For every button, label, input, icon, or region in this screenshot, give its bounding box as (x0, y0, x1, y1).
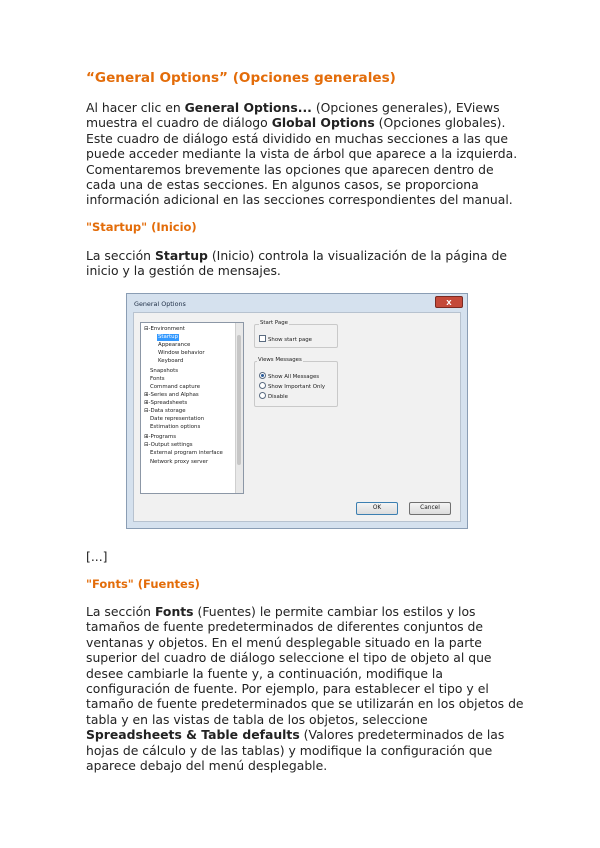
text-run: muestra el cuadro de diálogo (86, 115, 272, 131)
message-label-important: Show Important Only (268, 384, 326, 390)
text-run: ventanas y objetos. En el menú desplegable situado en la parte (86, 634, 482, 650)
tree-item-snapshots[interactable]: Snapshots (150, 368, 179, 374)
text-run: tamaño de fuente predeterminados que se utilizarán en los objetos de (86, 696, 524, 712)
paragraph-line (86, 758, 516, 773)
text-run: (Inicio) controla la visualización de la página de (207, 248, 508, 263)
dialog-body (133, 312, 461, 522)
message-radio-disable[interactable] (259, 392, 266, 399)
text-run: hojas de cálculo y de las tablas) y modifique la configuración que (86, 742, 493, 758)
text-run: aparece debajo del menú desplegable. (86, 758, 328, 774)
heading-general-options: “General Options” (Opciones generales) (86, 70, 396, 86)
messages-group-title: Views Messages (258, 357, 302, 363)
start-page-group (254, 320, 338, 348)
text-run: desee cambiarle la fuente y, a continuación, modifique la (86, 665, 443, 681)
heading-fonts: "Fonts" (Fuentes) (86, 577, 200, 591)
text-run: Al hacer clic en (86, 100, 185, 115)
text-run: Comentaremos brevemente las opciones que aparecen dentro de (86, 161, 494, 177)
text-run: (Opciones generales), EViews (311, 100, 500, 115)
paragraph-line (86, 100, 516, 115)
show-start-page-checkbox[interactable] (259, 335, 266, 342)
tree-item-programs[interactable]: ⊞-Programs (144, 434, 177, 440)
paragraph-line (86, 192, 516, 207)
start-page-group-title: Start Page (260, 320, 288, 326)
fonts-paragraph (86, 604, 524, 774)
text-run: cada una de estas secciones. En algunos casos, se proporciona (86, 177, 479, 193)
text-run: La sección (86, 248, 155, 263)
general-options-dialog (126, 293, 468, 529)
tree-item-fonts[interactable]: Fonts (150, 376, 165, 382)
bold-term: Global Options (271, 115, 375, 131)
tree-item-series-alphas[interactable]: ⊞-Series and Alphas (144, 392, 199, 398)
message-option-all[interactable] (259, 372, 319, 381)
scrollbar-thumb[interactable] (237, 335, 241, 465)
text-run: La sección (86, 604, 155, 619)
options-tree[interactable] (140, 322, 244, 494)
text-run: puede acceder mediante la vista de árbol que aparece a la izquierda. (86, 146, 518, 162)
tree-scrollbar[interactable] (235, 323, 243, 493)
paragraph-line (86, 712, 516, 727)
text-run: Este cuadro de diálogo está dividido en muchas secciones a las que (86, 130, 509, 146)
paragraph-line (86, 604, 516, 619)
text-run: (Opciones globales). (374, 115, 506, 131)
tree-item-environment[interactable]: ⊟-Environment (144, 326, 185, 332)
show-start-page-option[interactable] (259, 335, 312, 344)
paragraph-line (86, 131, 516, 146)
bold-term: Spreadsheets & Table defaults (86, 727, 300, 743)
paragraph-line (86, 696, 524, 712)
paragraph-line (86, 619, 516, 634)
tree-item-startup[interactable]: Startup (158, 334, 179, 340)
intro-paragraph (86, 100, 516, 208)
text-run: superior del cuadro de diálogo seleccione el tipo de objeto al que (86, 650, 492, 666)
paragraph-line (86, 162, 516, 177)
tree-item-estimation-options[interactable]: Estimation options (150, 424, 201, 430)
message-label-all: Show All Messages (268, 374, 320, 380)
close-button[interactable]: X (435, 296, 463, 308)
text-run: tamaños de fuente predeterminados de diferentes conjuntos de (86, 619, 484, 635)
paragraph-line (86, 743, 516, 758)
text-run: inicio y la gestión de mensajes. (86, 263, 281, 279)
startup-paragraph (86, 248, 516, 279)
bold-term: Fonts (154, 604, 194, 619)
show-start-page-label: Show start page (268, 337, 312, 343)
bold-term: General Options... (184, 100, 312, 115)
text-run: (Valores predeterminados de las (299, 727, 505, 743)
tree-item-command-capture[interactable]: Command capture (150, 384, 201, 390)
bold-term: Startup (154, 248, 208, 263)
tree-item-data-storage[interactable]: ⊟-Data storage (144, 408, 186, 414)
tree-item-date-representation[interactable]: Date representation (150, 416, 205, 422)
tree-item-window-behavior[interactable]: Window behavior (158, 350, 205, 356)
message-radio-all[interactable] (259, 372, 266, 379)
cancel-button[interactable]: Cancel (409, 502, 451, 515)
message-option-disable[interactable] (259, 392, 288, 401)
paragraph-line (86, 263, 516, 278)
message-label-disable: Disable (268, 394, 288, 400)
message-option-important[interactable] (259, 382, 325, 391)
ellipsis: [...] (86, 549, 108, 564)
paragraph-line (86, 115, 516, 130)
ok-button[interactable]: OK (356, 502, 398, 515)
tree-item-network-proxy-server[interactable]: Network proxy server (150, 459, 209, 465)
dialog-title: General Options (134, 300, 186, 308)
heading-startup: "Startup" (Inicio) (86, 220, 197, 234)
paragraph-line (86, 248, 516, 263)
paragraph-line (86, 650, 516, 665)
text-run: configuración de fuente. Por ejemplo, para establecer el tipo y el (86, 681, 489, 697)
paragraph-line (86, 177, 516, 192)
paragraph-line (86, 666, 516, 681)
tree-item-spreadsheets[interactable]: ⊞-Spreadsheets (144, 400, 188, 406)
paragraph-line (86, 727, 516, 742)
tree-item-output-settings[interactable]: ⊟-Output settings (144, 442, 193, 448)
text-run: tabla y en las vistas de tabla de los objetos, seleccione (86, 711, 428, 727)
message-radio-important[interactable] (259, 382, 266, 389)
messages-group (254, 357, 338, 407)
tree-item-external-program-interface[interactable]: External program interface (150, 450, 223, 456)
tree-item-appearance[interactable]: Appearance (158, 342, 191, 348)
text-run: información adicional en las secciones correspondientes del manual. (86, 192, 513, 208)
paragraph-line (86, 146, 516, 161)
paragraph-line (86, 635, 516, 650)
text-run: (Fuentes) le permite cambiar los estilos y los (193, 604, 476, 619)
tree-item-keyboard[interactable]: Keyboard (158, 358, 184, 364)
paragraph-line (86, 681, 516, 696)
